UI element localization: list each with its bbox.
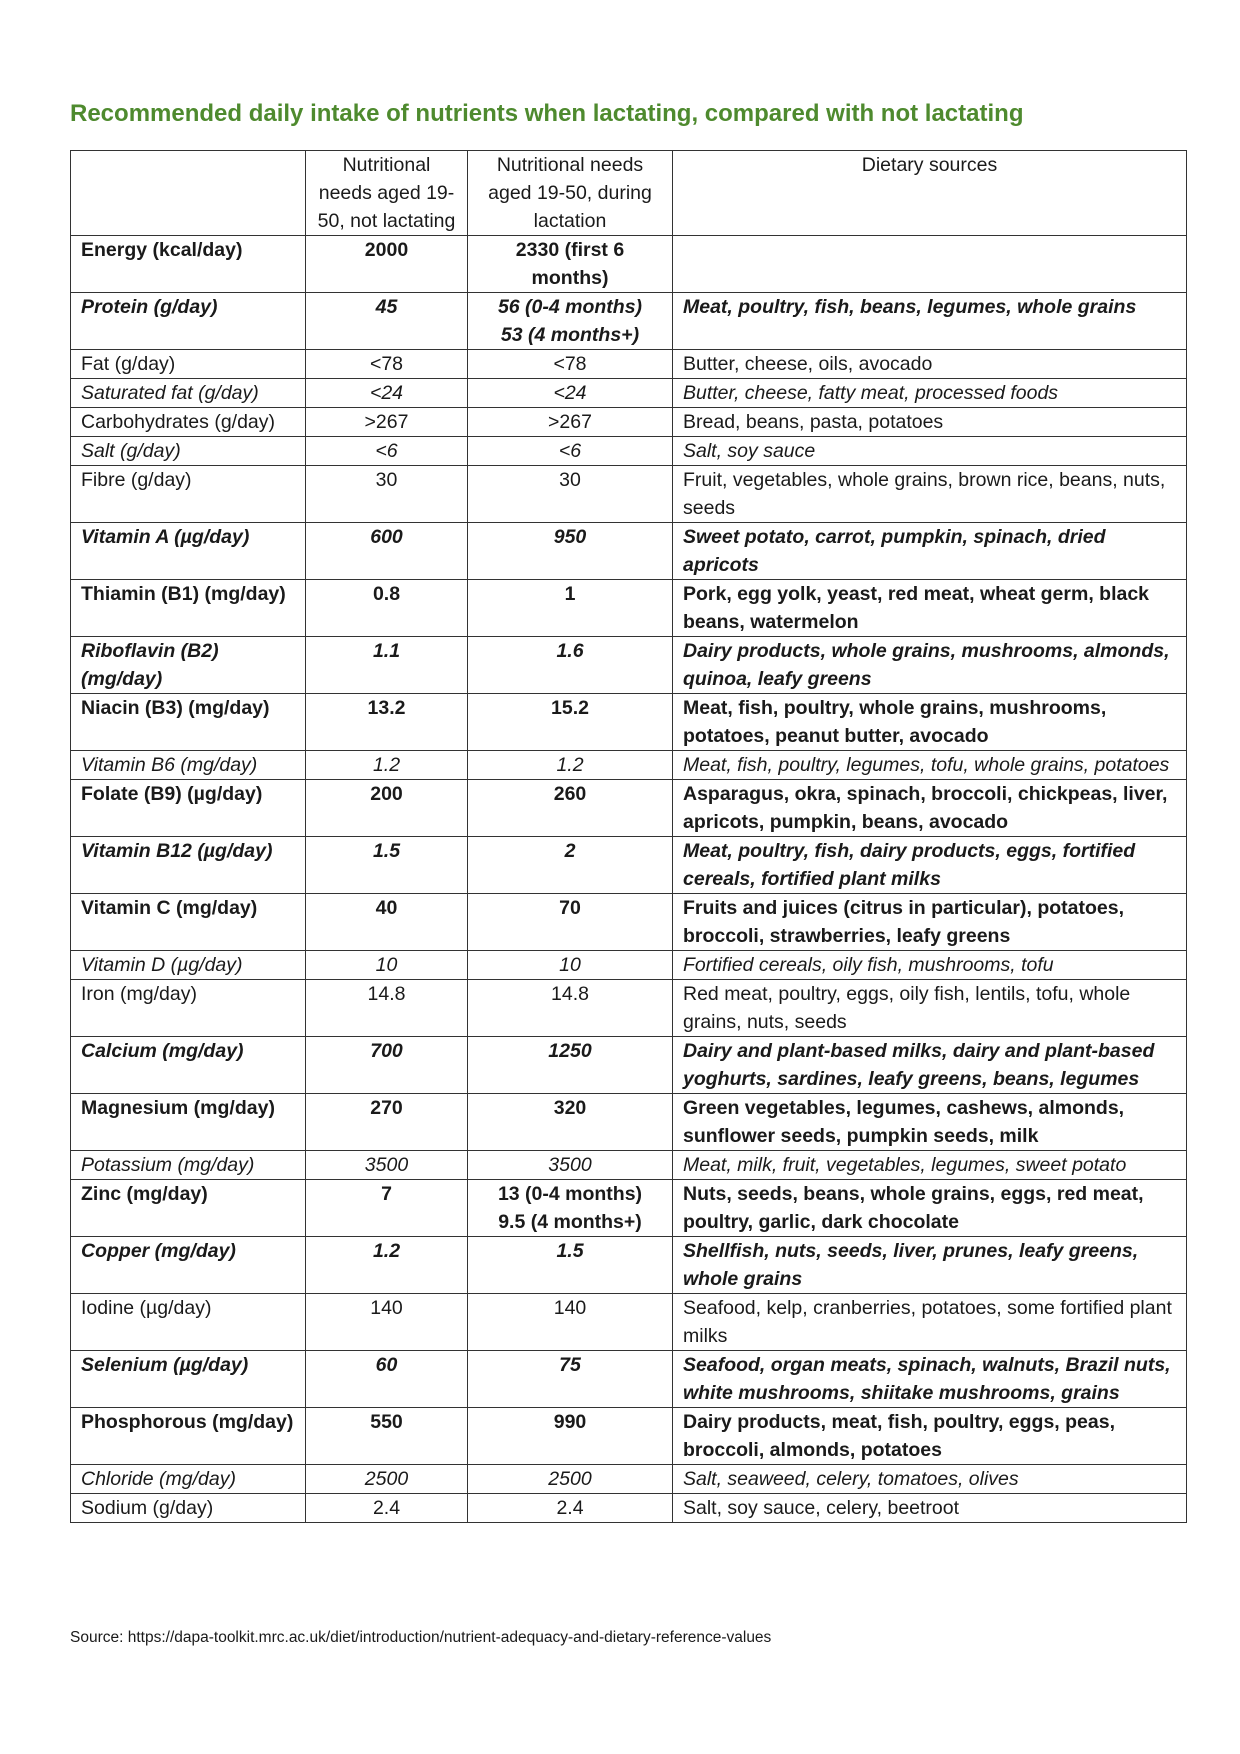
not-lactating-value: 1.2 [306,751,468,780]
nutrient-cell: Protein (g/day) [71,293,306,350]
dietary-sources-cell: Dairy products, whole grains, mushrooms, almonds, quinoa, leafy greens [673,637,1187,694]
nutrient-table-body [71,236,1187,1523]
nutrient-cell: Copper (mg/day) [71,1237,306,1294]
nutrient-cell: Zinc (mg/day) [71,1180,306,1237]
dietary-sources-cell: Meat, milk, fruit, vegetables, legumes, sweet potato [673,1151,1187,1180]
nutrient-cell: Chloride (mg/day) [71,1465,306,1494]
dietary-sources-cell: Seafood, kelp, cranberries, potatoes, some fortified plant milks [673,1294,1187,1351]
table-row [71,1180,1187,1237]
lactating-value: 950 [468,523,673,580]
dietary-sources-cell: Green vegetables, legumes, cashews, almonds, sunflower seeds, pumpkin seeds, milk [673,1094,1187,1151]
header-not-lactating: Nutritional needs aged 19-50, not lactating [306,151,468,236]
dietary-sources-cell: Dairy products, meat, fish, poultry, eggs, peas, broccoli, almonds, potatoes [673,1408,1187,1465]
nutrient-cell: Folate (B9) (µg/day) [71,780,306,837]
not-lactating-value: 2000 [306,236,468,293]
lactating-value: 990 [468,1408,673,1465]
lactating-value: 15.2 [468,694,673,751]
not-lactating-value: 60 [306,1351,468,1408]
table-row [71,1351,1187,1408]
not-lactating-value: 13.2 [306,694,468,751]
not-lactating-value: 700 [306,1037,468,1094]
table-row [71,379,1187,408]
lactating-value: 140 [468,1294,673,1351]
nutrient-cell: Calcium (mg/day) [71,1037,306,1094]
lactating-value: 30 [468,466,673,523]
not-lactating-value: >267 [306,408,468,437]
nutrient-cell: Sodium (g/day) [71,1494,306,1523]
not-lactating-value: 270 [306,1094,468,1151]
dietary-sources-cell: Salt, soy sauce, celery, beetroot [673,1494,1187,1523]
nutrient-cell: Iron (mg/day) [71,980,306,1037]
not-lactating-value: 7 [306,1180,468,1237]
dietary-sources-cell: Salt, seaweed, celery, tomatoes, olives [673,1465,1187,1494]
lactating-value: 2330 (first 6 months) [468,236,673,293]
lactating-value: 1.5 [468,1237,673,1294]
table-row [71,1151,1187,1180]
dietary-sources-cell: Pork, egg yolk, yeast, red meat, wheat germ, black beans, watermelon [673,580,1187,637]
header-nutrient [71,151,306,236]
nutrient-cell: Magnesium (mg/day) [71,1094,306,1151]
nutrient-cell: Selenium (µg/day) [71,1351,306,1408]
dietary-sources-cell: Butter, cheese, fatty meat, processed foods [673,379,1187,408]
not-lactating-value: 140 [306,1294,468,1351]
lactating-value: 2.4 [468,1494,673,1523]
dietary-sources-cell: Dairy and plant-based milks, dairy and plant-based yoghurts, sardines, leafy greens, beans, legumes [673,1037,1187,1094]
nutrient-cell: Energy (kcal/day) [71,236,306,293]
nutrient-cell: Potassium (mg/day) [71,1151,306,1180]
table-row [71,466,1187,523]
lactating-value: 1 [468,580,673,637]
header-lactating: Nutritional needs aged 19-50, during lactation [468,151,673,236]
nutrient-cell: Niacin (B3) (mg/day) [71,694,306,751]
lactating-value: 1250 [468,1037,673,1094]
nutrient-cell: Riboflavin (B2) (mg/day) [71,637,306,694]
nutrient-cell: Thiamin (B1) (mg/day) [71,580,306,637]
lactating-value: >267 [468,408,673,437]
nutrient-cell: Carbohydrates (g/day) [71,408,306,437]
table-row [71,980,1187,1037]
not-lactating-value: 30 [306,466,468,523]
dietary-sources-cell: Sweet potato, carrot, pumpkin, spinach, dried apricots [673,523,1187,580]
table-row [71,437,1187,466]
not-lactating-value: 1.5 [306,837,468,894]
table-row [71,1237,1187,1294]
table-row [71,1465,1187,1494]
nutrient-cell: Vitamin D (µg/day) [71,951,306,980]
nutrient-cell: Salt (g/day) [71,437,306,466]
dietary-sources-cell: Nuts, seeds, beans, whole grains, eggs, red meat, poultry, garlic, dark chocolate [673,1180,1187,1237]
page-title: Recommended daily intake of nutrients when lactating, compared with not lactating [70,100,1024,127]
nutrient-table [70,150,1187,1523]
nutrient-cell: Vitamin B12 (µg/day) [71,837,306,894]
dietary-sources-cell: Meat, poultry, fish, dairy products, eggs, fortified cereals, fortified plant milks [673,837,1187,894]
table-row [71,1037,1187,1094]
dietary-sources-cell [673,236,1187,293]
dietary-sources-cell: Seafood, organ meats, spinach, walnuts, Brazil nuts, white mushrooms, shiitake mushrooms, grains [673,1351,1187,1408]
not-lactating-value: <6 [306,437,468,466]
table-header-row [71,151,1187,236]
nutrient-cell: Vitamin A (µg/day) [71,523,306,580]
lactating-value: <6 [468,437,673,466]
lactating-value: 14.8 [468,980,673,1037]
not-lactating-value: 200 [306,780,468,837]
not-lactating-value: 40 [306,894,468,951]
dietary-sources-cell: Meat, fish, poultry, whole grains, mushrooms, potatoes, peanut butter, avocado [673,694,1187,751]
lactating-value: 1.6 [468,637,673,694]
table-row [71,837,1187,894]
table-row [71,637,1187,694]
table-row [71,580,1187,637]
source-citation: Source: https://dapa-toolkit.mrc.ac.uk/diet/introduction/nutrient-adequacy-and-dietary-reference-values [70,1629,772,1646]
not-lactating-value: 10 [306,951,468,980]
dietary-sources-cell: Fortified cereals, oily fish, mushrooms, tofu [673,951,1187,980]
lactating-value: 260 [468,780,673,837]
table-row [71,780,1187,837]
lactating-value: 3500 [468,1151,673,1180]
table-row [71,1494,1187,1523]
header-sources: Dietary sources [673,151,1187,236]
table-row [71,293,1187,350]
lactating-value: 1.2 [468,751,673,780]
table-row [71,350,1187,379]
dietary-sources-cell: Shellfish, nuts, seeds, liver, prunes, leafy greens, whole grains [673,1237,1187,1294]
nutrient-cell: Fibre (g/day) [71,466,306,523]
lactating-value: 75 [468,1351,673,1408]
not-lactating-value: 550 [306,1408,468,1465]
nutrient-cell: Phosphorous (mg/day) [71,1408,306,1465]
table-row [71,408,1187,437]
lactating-value: <24 [468,379,673,408]
not-lactating-value: 600 [306,523,468,580]
table-row [71,751,1187,780]
not-lactating-value: 3500 [306,1151,468,1180]
lactating-value: <78 [468,350,673,379]
dietary-sources-cell: Butter, cheese, oils, avocado [673,350,1187,379]
table-row [71,1094,1187,1151]
table-row [71,236,1187,293]
not-lactating-value: 0.8 [306,580,468,637]
table-row [71,523,1187,580]
nutrient-cell: Iodine (µg/day) [71,1294,306,1351]
not-lactating-value: 14.8 [306,980,468,1037]
dietary-sources-cell: Fruits and juices (citrus in particular), potatoes, broccoli, strawberries, leafy greens [673,894,1187,951]
lactating-value: 56 (0-4 months) 53 (4 months+) [468,293,673,350]
not-lactating-value: <78 [306,350,468,379]
dietary-sources-cell: Fruit, vegetables, whole grains, brown rice, beans, nuts, seeds [673,466,1187,523]
table-row [71,1294,1187,1351]
table-row [71,1408,1187,1465]
nutrient-cell: Vitamin C (mg/day) [71,894,306,951]
not-lactating-value: 1.2 [306,1237,468,1294]
dietary-sources-cell: Meat, fish, poultry, legumes, tofu, whole grains, potatoes [673,751,1187,780]
lactating-value: 10 [468,951,673,980]
dietary-sources-cell: Red meat, poultry, eggs, oily fish, lentils, tofu, whole grains, nuts, seeds [673,980,1187,1037]
dietary-sources-cell: Salt, soy sauce [673,437,1187,466]
nutrient-cell: Saturated fat (g/day) [71,379,306,408]
lactating-value: 13 (0-4 months) 9.5 (4 months+) [468,1180,673,1237]
not-lactating-value: 1.1 [306,637,468,694]
lactating-value: 2 [468,837,673,894]
not-lactating-value: 45 [306,293,468,350]
nutrient-cell: Vitamin B6 (mg/day) [71,751,306,780]
dietary-sources-cell: Asparagus, okra, spinach, broccoli, chickpeas, liver, apricots, pumpkin, beans, avocado [673,780,1187,837]
lactating-value: 70 [468,894,673,951]
nutrient-cell: Fat (g/day) [71,350,306,379]
table-row [71,694,1187,751]
dietary-sources-cell: Bread, beans, pasta, potatoes [673,408,1187,437]
table-row [71,951,1187,980]
lactating-value: 320 [468,1094,673,1151]
not-lactating-value: 2.4 [306,1494,468,1523]
not-lactating-value: <24 [306,379,468,408]
not-lactating-value: 2500 [306,1465,468,1494]
table-row [71,894,1187,951]
dietary-sources-cell: Meat, poultry, fish, beans, legumes, whole grains [673,293,1187,350]
lactating-value: 2500 [468,1465,673,1494]
